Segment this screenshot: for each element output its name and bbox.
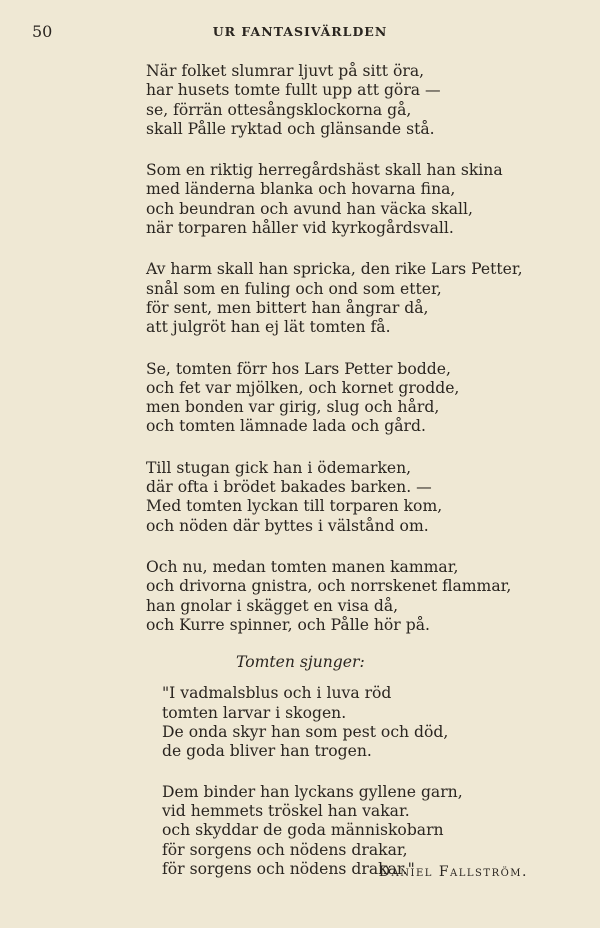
poem-line: att julgröt han ej lät tomten få.: [146, 318, 391, 337]
poem-stanzas: [146, 62, 546, 635]
poem-line: tomten larvar i skogen.: [162, 703, 347, 722]
song: [162, 684, 546, 879]
poem-line: och drivorna gnistra, och norrskenet flammar,: [146, 577, 512, 596]
poem-line: och nöden där byttes i välstånd om.: [146, 516, 429, 535]
stanza: [146, 260, 546, 337]
stanza: [146, 459, 546, 536]
poem-line: vid hemmets tröskel han vakar.: [162, 801, 410, 820]
poem-line: med länderna blanka och hovarna fina,: [146, 180, 456, 199]
stanza: [146, 161, 546, 238]
poem-line: för sorgens och nödens drakar,: [162, 840, 408, 859]
poem-line: Som en riktig herregårdshäst skall han skina: [146, 161, 503, 180]
poem-line: De onda skyr han som pest och död,: [162, 723, 449, 742]
poem-line: Av harm skall han spricka, den rike Lars Petter,: [146, 260, 523, 279]
poem-line: Se, tomten förr hos Lars Petter bodde,: [146, 359, 451, 378]
poem-line: för sorgens och nödens drakar.": [162, 859, 415, 878]
poem-line: Med tomten lyckan till torparen kom,: [146, 497, 443, 516]
page-header: [0, 22, 600, 42]
stanza: [146, 558, 546, 635]
poem-line: där ofta i brödet bakades barken. —: [146, 478, 432, 497]
poem-line: och Kurre spinner, och Pålle hör på.: [146, 615, 430, 634]
poem-line: för sent, men bittert han ångrar då,: [146, 298, 429, 317]
running-title: UR FANTASIVÄRLDEN: [212, 24, 388, 39]
poem-line: När folket slumrar ljuvt på sitt öra,: [146, 62, 425, 80]
poem-line: de goda bliver han trogen.: [162, 742, 372, 761]
poem-line: och beundran och avund han väcka skall,: [146, 199, 473, 218]
stanza: [162, 684, 546, 761]
poem-line: har husets tomte fullt upp att göra —: [146, 81, 441, 100]
poem-line: och tomten lämnade lada och gård.: [146, 417, 426, 436]
poem-line: snål som en fuling och ond som etter,: [146, 279, 442, 298]
poem-line: när torparen håller vid kyrkogårdsvall.: [146, 219, 454, 238]
poem-line: och fet var mjölken, och kornet grodde,: [146, 378, 460, 397]
poem-line: se, förrän ottesångsklockorna gå,: [146, 100, 412, 119]
poem-line: han gnolar i skägget en visa då,: [146, 596, 399, 615]
stanza: [146, 360, 546, 437]
poem-line: "I vadmalsblus och i luva röd: [162, 684, 392, 703]
stanza: [146, 62, 546, 139]
poem-line: skall Pålle ryktad och glänsande stå.: [146, 119, 435, 138]
song-heading: Tomten sjunger:: [236, 653, 365, 672]
poem-line: Dem binder han lyckans gyllene garn,: [162, 782, 463, 801]
poem: [146, 62, 546, 900]
poem-line: Och nu, medan tomten manen kammar,: [146, 557, 459, 576]
poem-line: men bonden var girig, slug och hård,: [146, 398, 440, 417]
poem-line: och skyddar de goda människobarn: [162, 821, 444, 840]
poem-line: Till stugan gick han i ödemarken,: [146, 458, 412, 477]
page-number: 50: [32, 22, 53, 41]
author-signature: Daniel Fallström.: [378, 864, 528, 880]
